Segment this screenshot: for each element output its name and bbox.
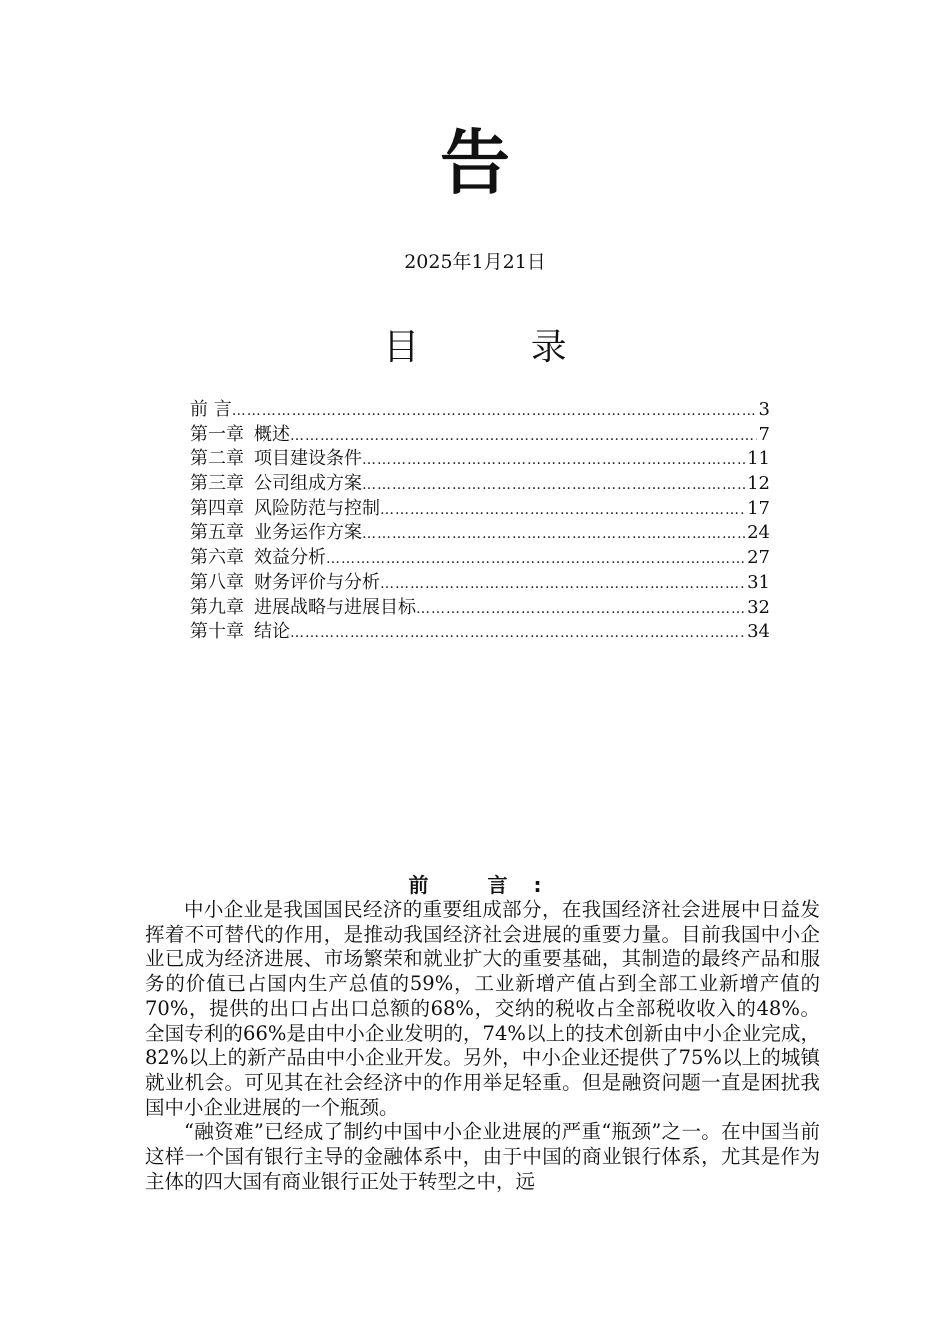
toc-leader-dots <box>416 597 745 621</box>
toc-heading: 目 录 <box>383 327 617 368</box>
table-of-contents <box>190 398 770 645</box>
toc-item[interactable] <box>190 472 770 497</box>
preface-paragraph: 中小企业是我国国民经济的重要组成部分，在我国经济社会进展中日益发挥着不可替代的作用，是推动我国经济社会进展的重要力量。目前我国中小企业已成为经济进展、市场繁荣和就业扩大的重要基础，其制造的最终产品和服务的价值已占国内生产总值的59%，工业新增产值占到全部工业新增产值的70%，提供的出口占出口总额的68%，交纳的税收占全部税收收入的48%。全国专利的66%是由中小企业发明的，74%以上的技术创新由中小企业完成，82%以上的新产品由中小企业开发。另外，中小企业还提供了75%以上的城镇就业机会。可见其在社会经济中的作用举足轻重。但是融资问题一直是困扰我国中小企业进展的一个瓶颈。 <box>145 898 820 1119</box>
toc-chapter: 第五章 <box>190 522 244 544</box>
toc-chapter: 第十章 <box>190 621 244 643</box>
toc-title: 财务评价与分析 <box>254 571 380 593</box>
toc-chapter: 第四章 <box>190 497 244 519</box>
toc-chapter: 第二章 <box>190 448 244 470</box>
toc-item[interactable] <box>190 398 770 423</box>
toc-item[interactable] <box>190 596 770 621</box>
toc-item[interactable] <box>190 447 770 472</box>
toc-chapter: 第三章 <box>190 473 244 495</box>
toc-title: 结论 <box>254 621 290 643</box>
toc-page-number: 34 <box>747 621 770 643</box>
toc-chapter: 第一章 <box>190 423 244 445</box>
toc-item[interactable] <box>190 571 770 596</box>
preface-body <box>145 898 820 1194</box>
toc-title: 效益分析 <box>254 547 326 569</box>
toc-leader-dots <box>362 448 745 472</box>
toc-leader-dots <box>362 522 745 546</box>
toc-page-number: 7 <box>758 423 770 445</box>
toc-title: 概述 <box>254 423 290 445</box>
preface-paragraph: “融资难”已经成了制约中国中小企业进展的严重“瓶颈”之一。在中国当前这样一个国有银行主导的金融体系中，由于中国的商业银行体系，尤其是作为主体的四大国有商业银行正处于转型之中，远 <box>145 1120 820 1193</box>
toc-page-number: 31 <box>747 571 770 593</box>
report-title-char: 告 <box>440 122 510 204</box>
toc-page-number: 3 <box>758 399 770 420</box>
toc-item[interactable] <box>190 620 770 645</box>
toc-leader-dots <box>290 424 757 448</box>
toc-page-number: 24 <box>747 522 770 544</box>
toc-title: 项目建设条件 <box>254 448 362 470</box>
toc-chapter: 第六章 <box>190 547 244 569</box>
toc-leader-dots <box>290 621 745 645</box>
toc-chapter: 前 言 <box>190 399 232 420</box>
toc-page-number: 17 <box>747 497 770 519</box>
toc-leader-dots <box>380 572 745 596</box>
toc-page-number: 27 <box>747 547 770 569</box>
toc-chapter: 第九章 <box>190 596 244 618</box>
report-date: 2025年1月21日 <box>404 251 546 273</box>
toc-chapter: 第八章 <box>190 571 244 593</box>
toc-leader-dots <box>380 498 745 522</box>
preface-heading: 前 言: <box>408 873 568 897</box>
toc-title: 进展战略与进展目标 <box>254 596 416 618</box>
toc-title: 公司组成方案 <box>254 473 362 495</box>
toc-item[interactable] <box>190 497 770 522</box>
toc-item[interactable] <box>190 546 770 571</box>
toc-leader-dots <box>362 473 745 497</box>
toc-page-number: 11 <box>747 448 770 470</box>
toc-leader-dots <box>232 399 757 423</box>
toc-leader-dots <box>326 547 745 571</box>
toc-page-number: 12 <box>747 473 770 495</box>
toc-title: 业务运作方案 <box>254 522 362 544</box>
toc-page-number: 32 <box>747 596 770 618</box>
toc-item[interactable] <box>190 521 770 546</box>
toc-title: 风险防范与控制 <box>254 497 380 519</box>
toc-item[interactable] <box>190 423 770 448</box>
